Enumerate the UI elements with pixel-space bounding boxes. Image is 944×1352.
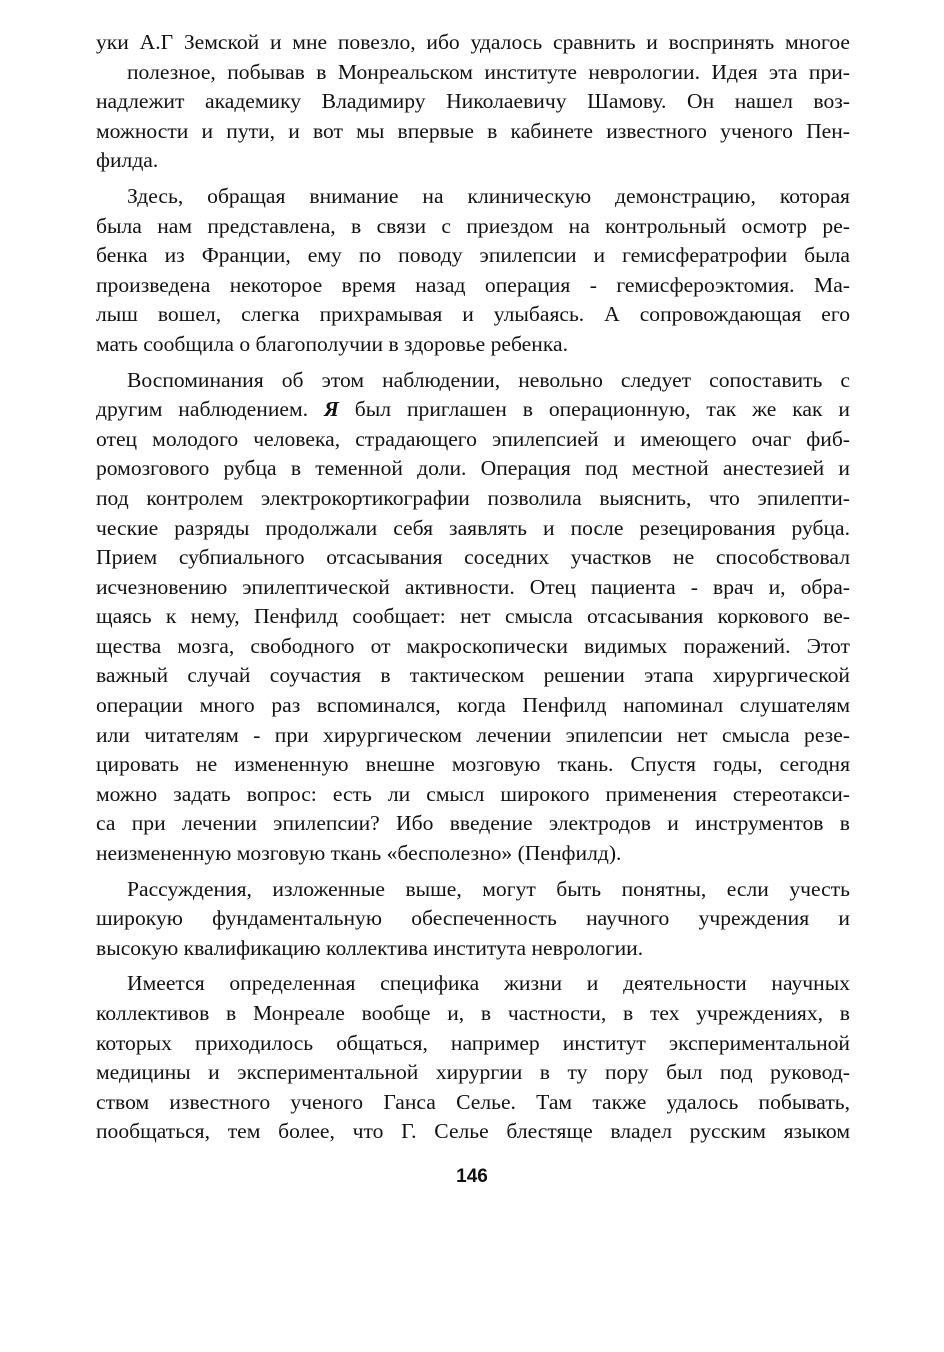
text-line: высокую квалификацию коллектива института неврологии. [96, 935, 644, 960]
text-fragment: был приглашен в операционную, так же как и [338, 397, 850, 422]
text-line: неизмененную мозговую ткань «бесполезно» (Пенфилд). [96, 841, 622, 866]
text-line: произведена некоторое время назад операция - гемисфероэктомия. Ма- [96, 272, 850, 297]
text-line: пообщаться, тем более, что Г. Селье блестяще владел русским языком [96, 1119, 850, 1144]
text-line: которых приходилось общаться, например институт экспериментальной [96, 1030, 850, 1055]
text-line: можно задать вопрос: есть ли смысл широкого применения стереотакси- [96, 781, 850, 806]
text-line: лыш вошел, слегка прихрамывая и улыбаясь. А сопровождающая его [96, 302, 850, 327]
text-line: надлежит академику Владимиру Николаевичу Шамову. Он нашел воз- [96, 89, 850, 114]
paragraph-2 [96, 182, 850, 360]
text-line: операции много раз вспоминался, когда Пенфилд напоминал слушателям [96, 693, 850, 718]
text-line: цировать не измененную внешне мозговую ткань. Спустя годы, сегодня [96, 752, 850, 777]
text-line: ческие разряды продолжали себя заявлять и после резецирования рубца. [96, 515, 850, 540]
text-line: Имеется определенная специфика жизни и деятельности научных [127, 971, 850, 996]
paragraph-1 [96, 28, 850, 176]
text-line: Прием субпиального отсасывания соседних участков не способствовал [96, 545, 850, 570]
text-line: бенка из Франции, ему по поводу эпилепсии и гемисфератрофии была [96, 243, 850, 268]
text-line: важный случай соучастия в тактическом решении этапа хирургической [96, 663, 850, 688]
text-line: Здесь, обращая внимание на клиническую демонстрацию, которая [127, 183, 850, 208]
paragraph-3 [96, 366, 850, 869]
page-number: 146 [456, 1166, 488, 1187]
body-text [96, 28, 850, 1147]
text-line: Рассуждения, изложенные выше, могут быть понятны, если учесть [127, 876, 850, 901]
text-line: щаясь к нему, Пенфилд сообщает: нет смысла отсасывания коркового ве- [96, 604, 850, 629]
text-line: ством известного ученого Ганса Селье. Там также удалось побывать, [96, 1089, 850, 1114]
text-line: ромозгового рубца в теменной доли. Операция под местной анестезией и [96, 456, 850, 481]
text-line [96, 395, 850, 425]
text-line: коллективов в Монреале вообще и, в частности, в тех учреждениях, в [96, 1001, 850, 1025]
text-line: исчезновению эпилептической активности. Отец пациента - врач и, обра- [96, 574, 850, 599]
text-line: медицины и экспериментальной хирургии в ту пору был под руковод- [96, 1060, 850, 1085]
text-line: полезное, побывав в Монреальском институте неврологии. Идея эта при- [127, 59, 850, 84]
text-line: са при лечении эпилепсии? Ибо введение электродов и инструментов в [96, 811, 850, 836]
paragraph-4 [96, 875, 850, 964]
text-line: можности и пути, и вот мы впервые в кабинете известного ученого Пен- [96, 118, 850, 143]
text-line: мать сообщила о благополучии в здоровье ребенка. [96, 331, 568, 356]
text-line: филда. [96, 148, 159, 173]
text-line: или читателям - при хирургическом лечении эпилепсии нет смысла резе- [96, 722, 850, 747]
text-fragment: другим наблюдением. [96, 397, 324, 422]
text-line: широкую фундаментальную обеспеченность научного учреждения и [96, 906, 850, 931]
text-line: отец молодого человека, страдающего эпилепсией и имеющего очаг фиб- [96, 426, 850, 451]
text-line: под контролем электрокортикографии позволила выяснить, что эпилепти- [96, 485, 850, 510]
text-line: уки А.Г Земской и мне повезло, ибо удалось сравнить и воспринять многое [96, 30, 850, 54]
paragraph-5 [96, 969, 850, 1147]
text-line: Воспоминания об этом наблюдении, невольно следует сопоставить с [127, 367, 850, 392]
emphasis-text: Я [323, 397, 339, 422]
text-line: щества мозга, свободного от макроскопически видимых поражений. Этот [96, 633, 850, 658]
text-line: была нам представлена, в связи с приездом на контрольный осмотр ре- [96, 213, 850, 238]
